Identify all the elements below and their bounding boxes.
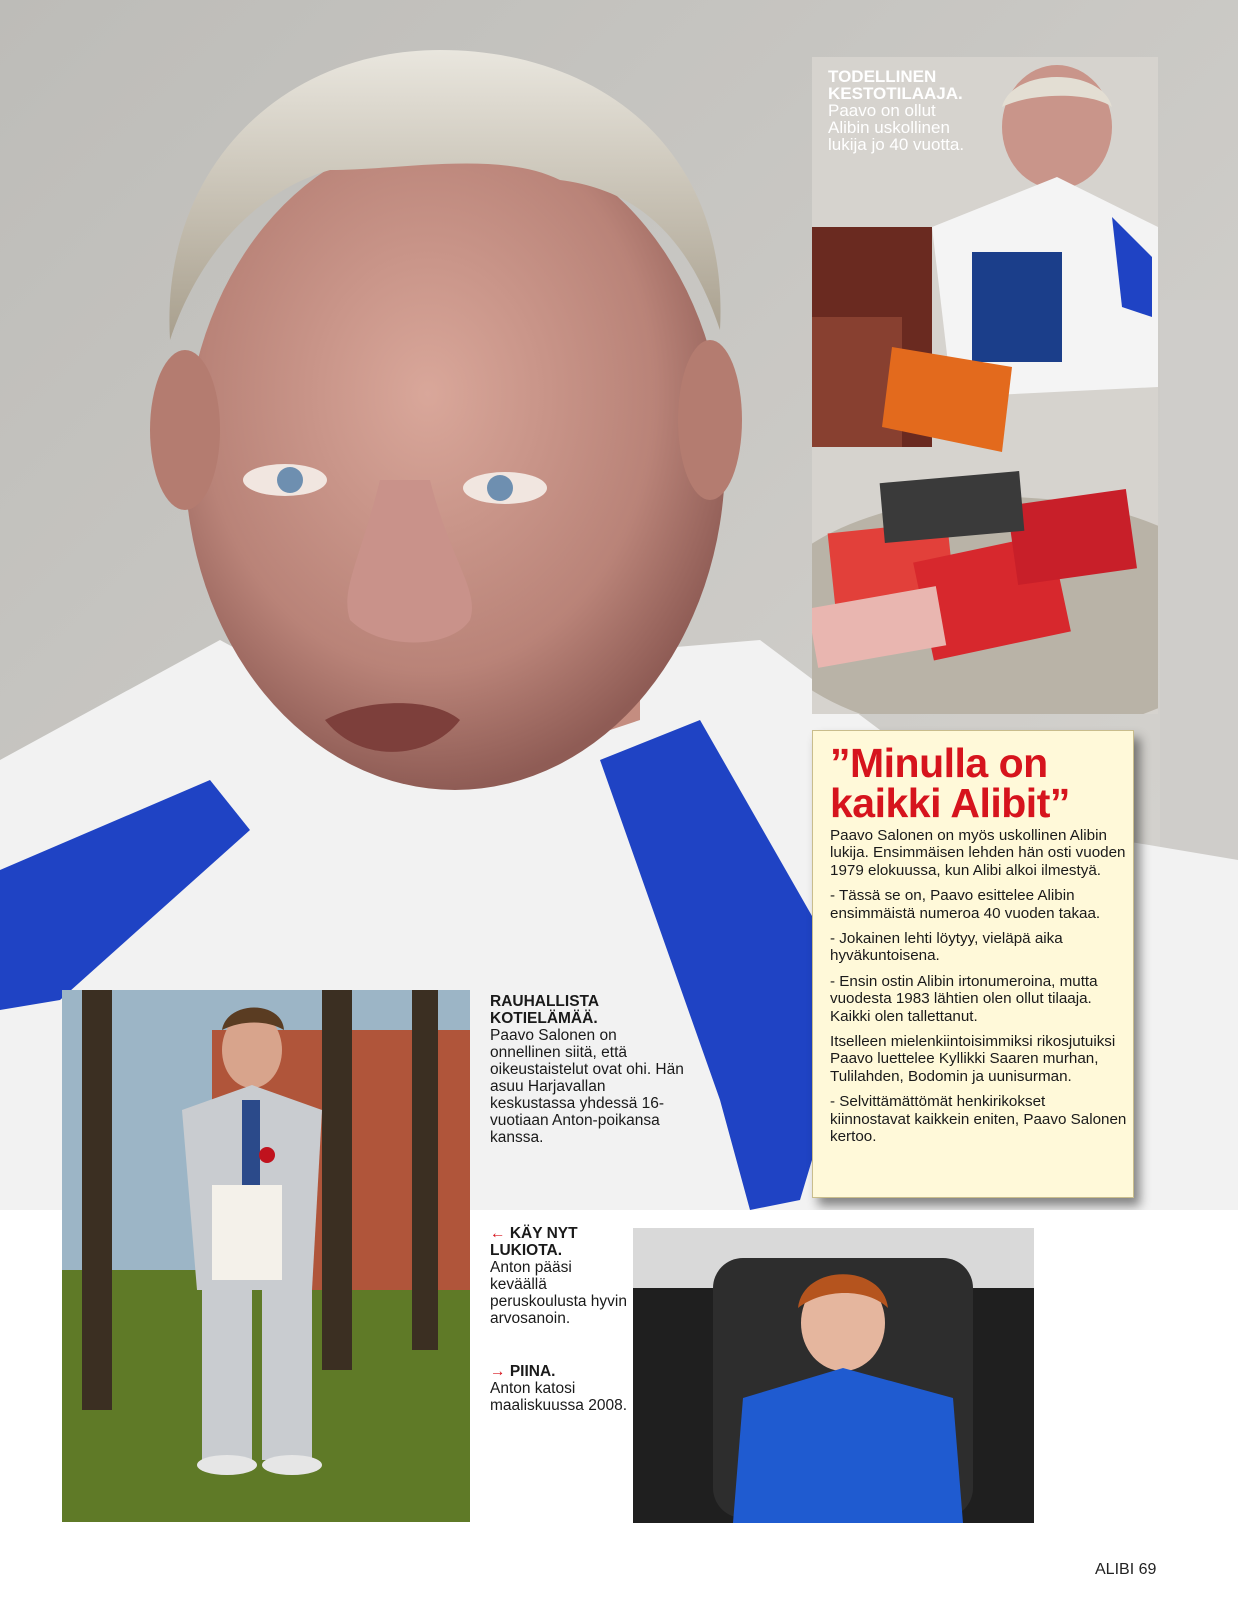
quote-title-line: ”Minulla on bbox=[830, 740, 1048, 786]
photo-child-in-car bbox=[633, 1228, 1034, 1523]
mid-caption-body: Paavo Salonen on onnellinen siitä, että oikeustaistelut ovat ohi. Hän asuu Harjavallan keskustassa yhdessä 16-vuotiaan Anton-poikansa kanssa. bbox=[490, 1027, 684, 1146]
lower-caption-2-head: PIINA. bbox=[509, 1363, 556, 1380]
quote-paragraph: - Jokainen lehti löytyy, vieläpä aika hyväkuntoisena. bbox=[830, 930, 1063, 965]
inset-illustration bbox=[812, 57, 1158, 714]
inset-top-caption-line: Paavo on ollut bbox=[828, 101, 936, 120]
lower-caption-1 bbox=[490, 1225, 630, 1327]
car-photo-illustration bbox=[633, 1228, 1034, 1523]
suit-photo-illustration bbox=[62, 990, 470, 1522]
mid-caption-head: RAUHALLISTA KOTIELÄMÄÄ. bbox=[490, 993, 599, 1027]
quote-paragraph: - Selvittämättömät henkirikokset kiinnostavat kaikkein eniten, Paavo Salonen kertoo. bbox=[830, 1093, 1127, 1146]
rose-icon bbox=[259, 1147, 275, 1163]
quote-paragraph: - Tässä se on, Paavo esittelee Alibin ensimmäistä numeroa 40 vuoden takaa. bbox=[830, 887, 1101, 922]
inset-photo-magazine-collection bbox=[812, 57, 1158, 714]
quote-body bbox=[830, 827, 1128, 1154]
lower-caption-2-body: Anton katosi maaliskuussa 2008. bbox=[490, 1380, 627, 1414]
mid-caption bbox=[490, 993, 690, 1146]
inset-top-caption-line: Alibin uskollinen bbox=[828, 118, 950, 137]
inset-top-caption-line: lukija jo 40 vuotta. bbox=[828, 135, 965, 154]
quote-paragraph: - Ensin ostin Alibin irtonumeroina, mutta vuodesta 1983 lähtien olen ollut tilaaja. Kaikki olen tallettanut. bbox=[830, 972, 1098, 1025]
quote-paragraph: Itselleen mielenkiintoisimmiksi rikosjutuiksi Paavo luettelee Kyllikki Saaren murhan, Tulilahden, Bodomin ja uunisurman. bbox=[830, 1033, 1116, 1085]
photo-boy-in-suit bbox=[62, 990, 470, 1522]
lower-caption-1-body: Anton pääsi keväällä peruskoulusta hyvin arvosanoin. bbox=[490, 1259, 627, 1327]
arrow-left-icon: ← bbox=[490, 1225, 506, 1242]
lower-caption-1-head: KÄY NYT LUKIOTA. bbox=[490, 1225, 578, 1259]
quote-title-line: kaikki Alibit” bbox=[830, 780, 1070, 826]
quote-paragraph: Paavo Salonen on myös uskollinen Alibin lukija. Ensimmäisen lehden hän osti vuoden 1979 elokuussa, kun Alibi alkoi ilmestyä. bbox=[830, 827, 1126, 879]
inset-top-caption bbox=[828, 68, 1018, 153]
arrow-right-icon: → bbox=[490, 1363, 506, 1380]
inset-top-caption-head: TODELLINEN KESTOTILAAJA. bbox=[828, 67, 963, 103]
page-folio: ALIBI 69 bbox=[1095, 1561, 1157, 1578]
lower-caption-2 bbox=[490, 1363, 630, 1414]
quote-title bbox=[830, 740, 1130, 826]
